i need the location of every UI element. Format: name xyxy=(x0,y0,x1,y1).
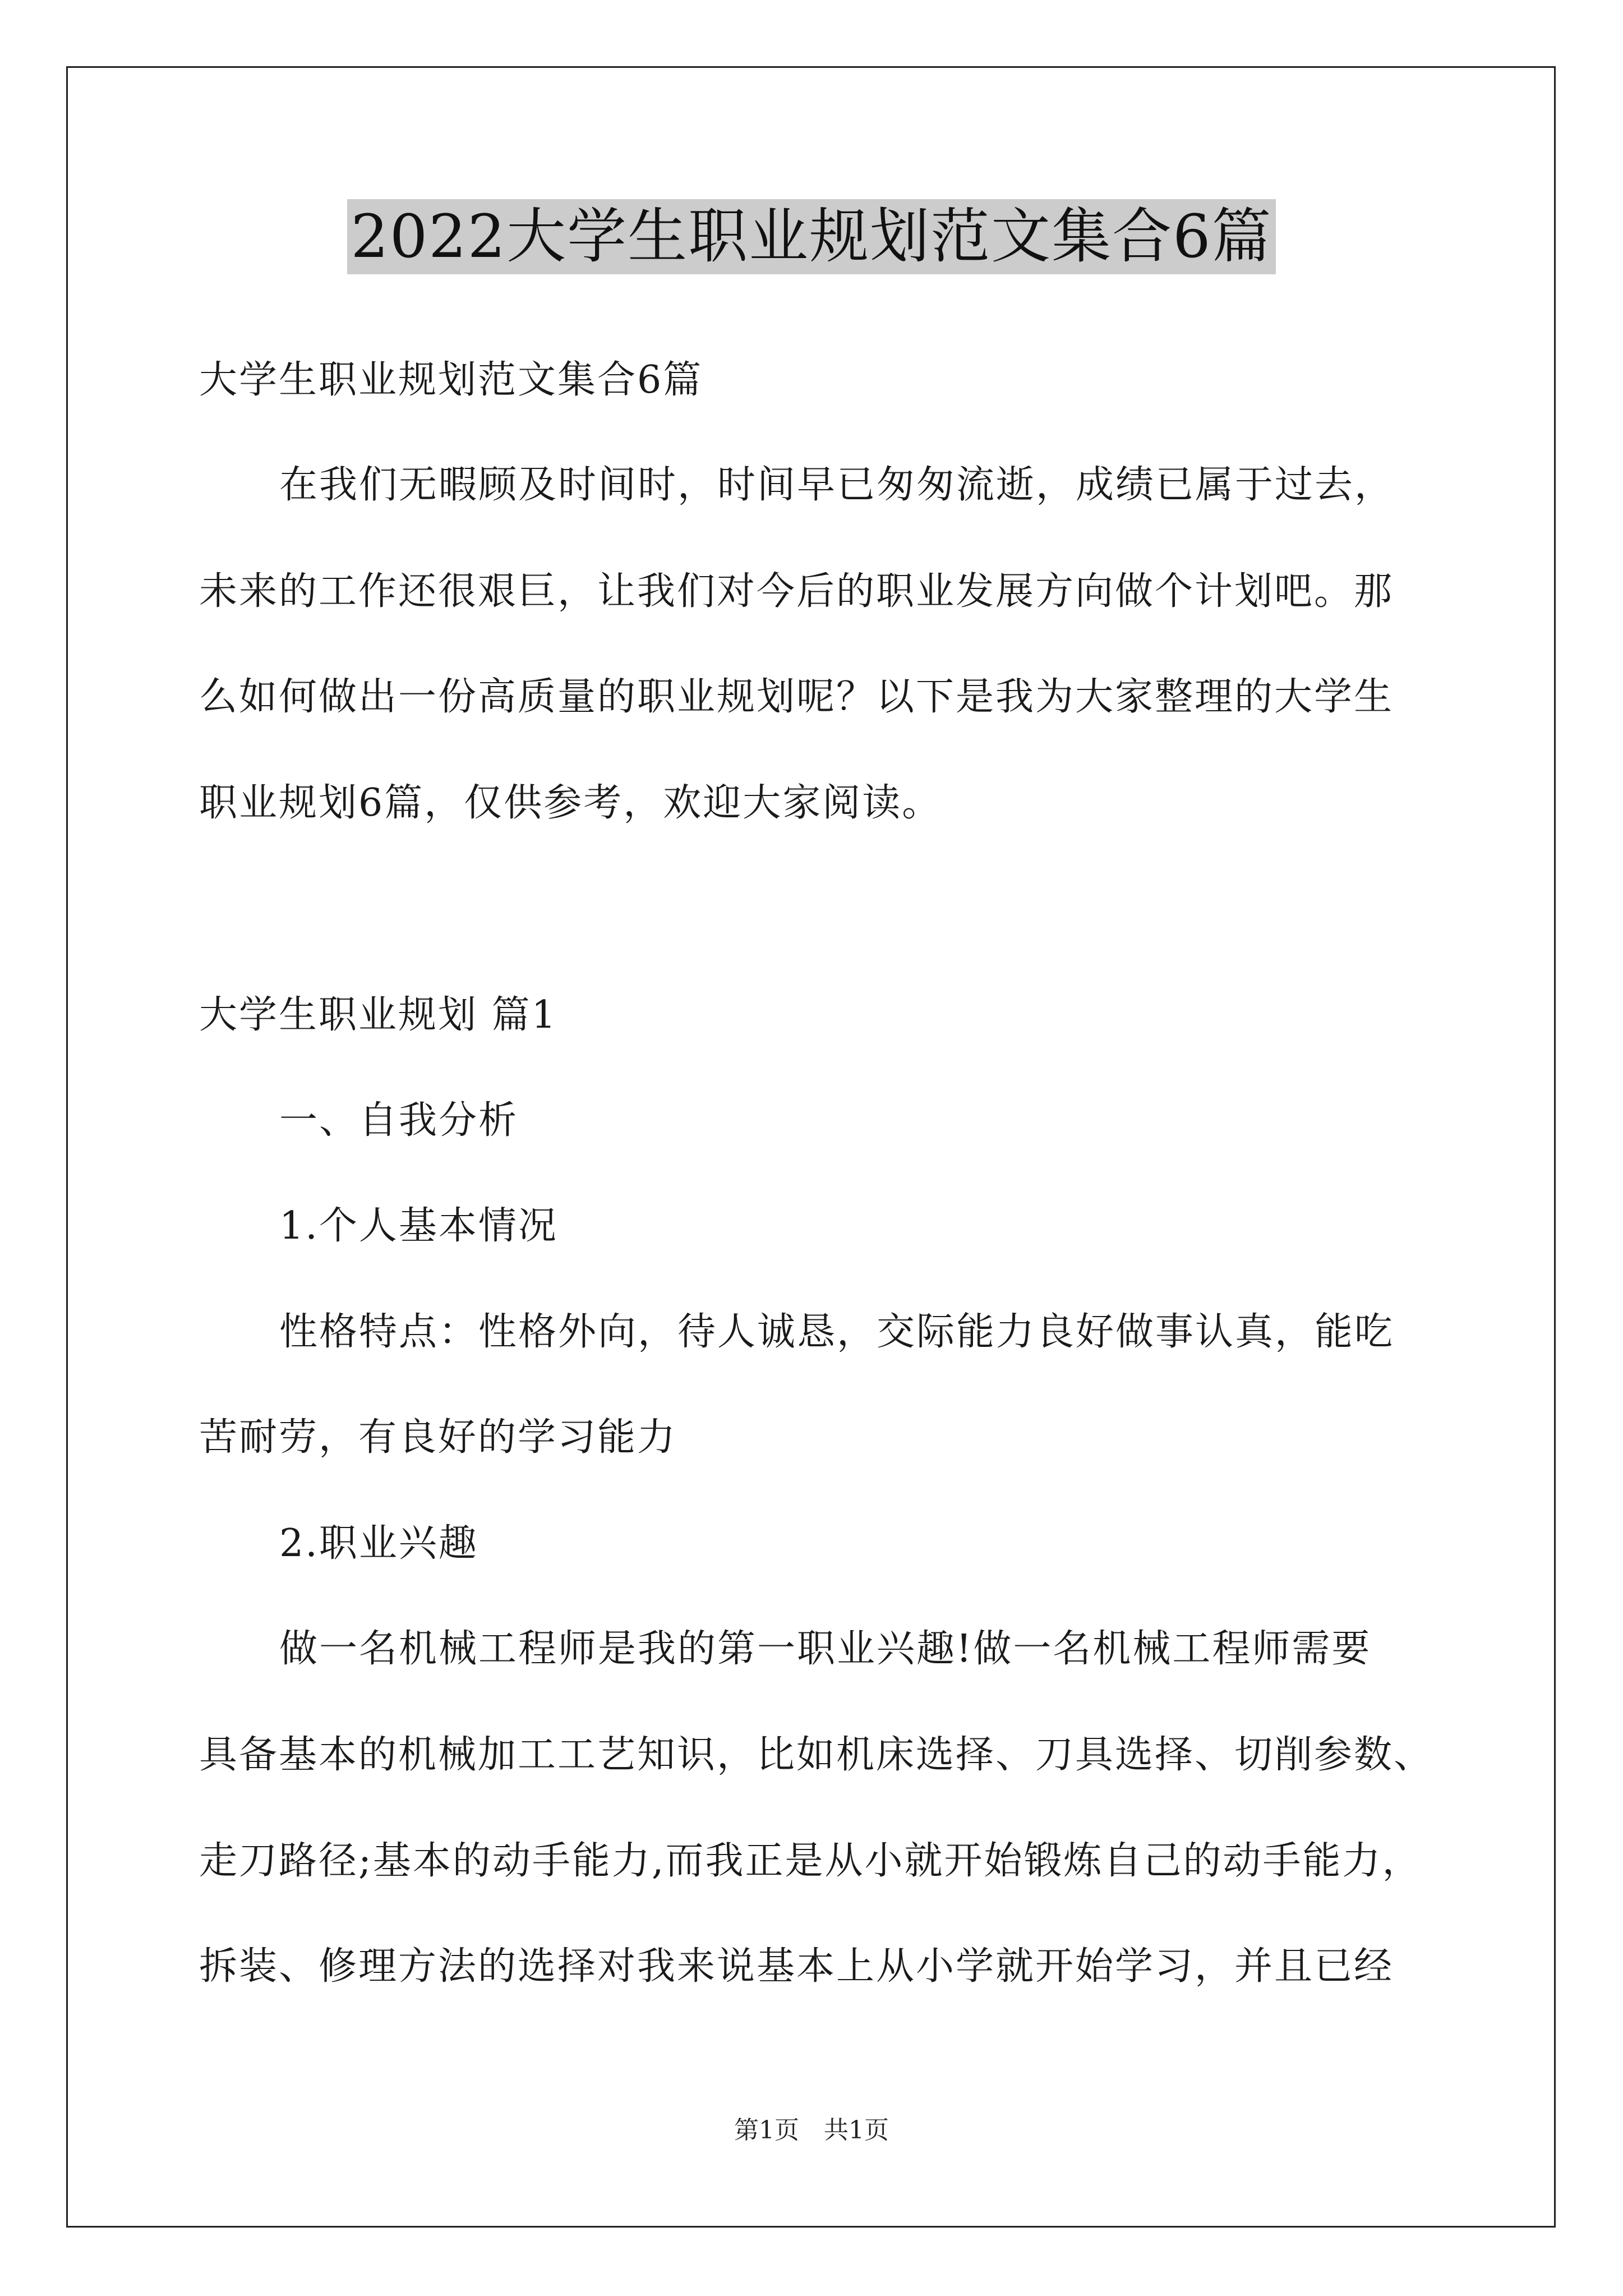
interest-line-1: 做一名机械工程师是我的第一职业兴趣!做一名机械工程师需要 xyxy=(279,1627,1372,1671)
intro-paragraph-line-1: 在我们无暇顾及时间时，时间早已匆匆流逝，成绩已属于过去， xyxy=(279,463,1395,507)
intro-paragraph-line-2: 未来的工作还很艰巨，让我们对今后的职业发展方向做个计划吧。那 xyxy=(199,569,1394,614)
personality-line-1: 性格特点：性格外向，待人诚恳，交际能力良好做事认真，能吃 xyxy=(279,1310,1395,1354)
intro-paragraph-line-4: 职业规划6篇，仅供参考，欢迎大家阅读。 xyxy=(199,781,942,825)
heading-interest: 2.职业兴趣 xyxy=(279,1521,478,1566)
interest-line-3: 走刀路径;基本的动手能力,而我正是从小就开始锻炼自己的动手能力， xyxy=(199,1839,1422,1883)
page-footer: 第1页 共1页 xyxy=(734,2116,889,2145)
document-title: 2022大学生职业规划范文集合6篇 xyxy=(347,199,1275,274)
interest-line-2: 具备基本的机械加工工艺知识，比如机床选择、刀具选择、切削参数、 xyxy=(199,1733,1434,1777)
heading-basic-info: 1.个人基本情况 xyxy=(279,1204,558,1248)
section-heading: 大学生职业规划 篇1 xyxy=(199,993,557,1037)
title-block xyxy=(0,199,1623,274)
document-subtitle: 大学生职业规划范文集合6篇 xyxy=(199,358,703,402)
personality-line-2: 苦耐劳，有良好的学习能力 xyxy=(199,1415,677,1460)
intro-paragraph-line-3: 么如何做出一份高质量的职业规划呢？以下是我为大家整理的大学生 xyxy=(199,675,1394,719)
heading-self-analysis: 一、自我分析 xyxy=(279,1098,519,1143)
interest-line-4: 拆装、修理方法的选择对我来说基本上从小学就开始学习，并且已经 xyxy=(199,1944,1394,1989)
